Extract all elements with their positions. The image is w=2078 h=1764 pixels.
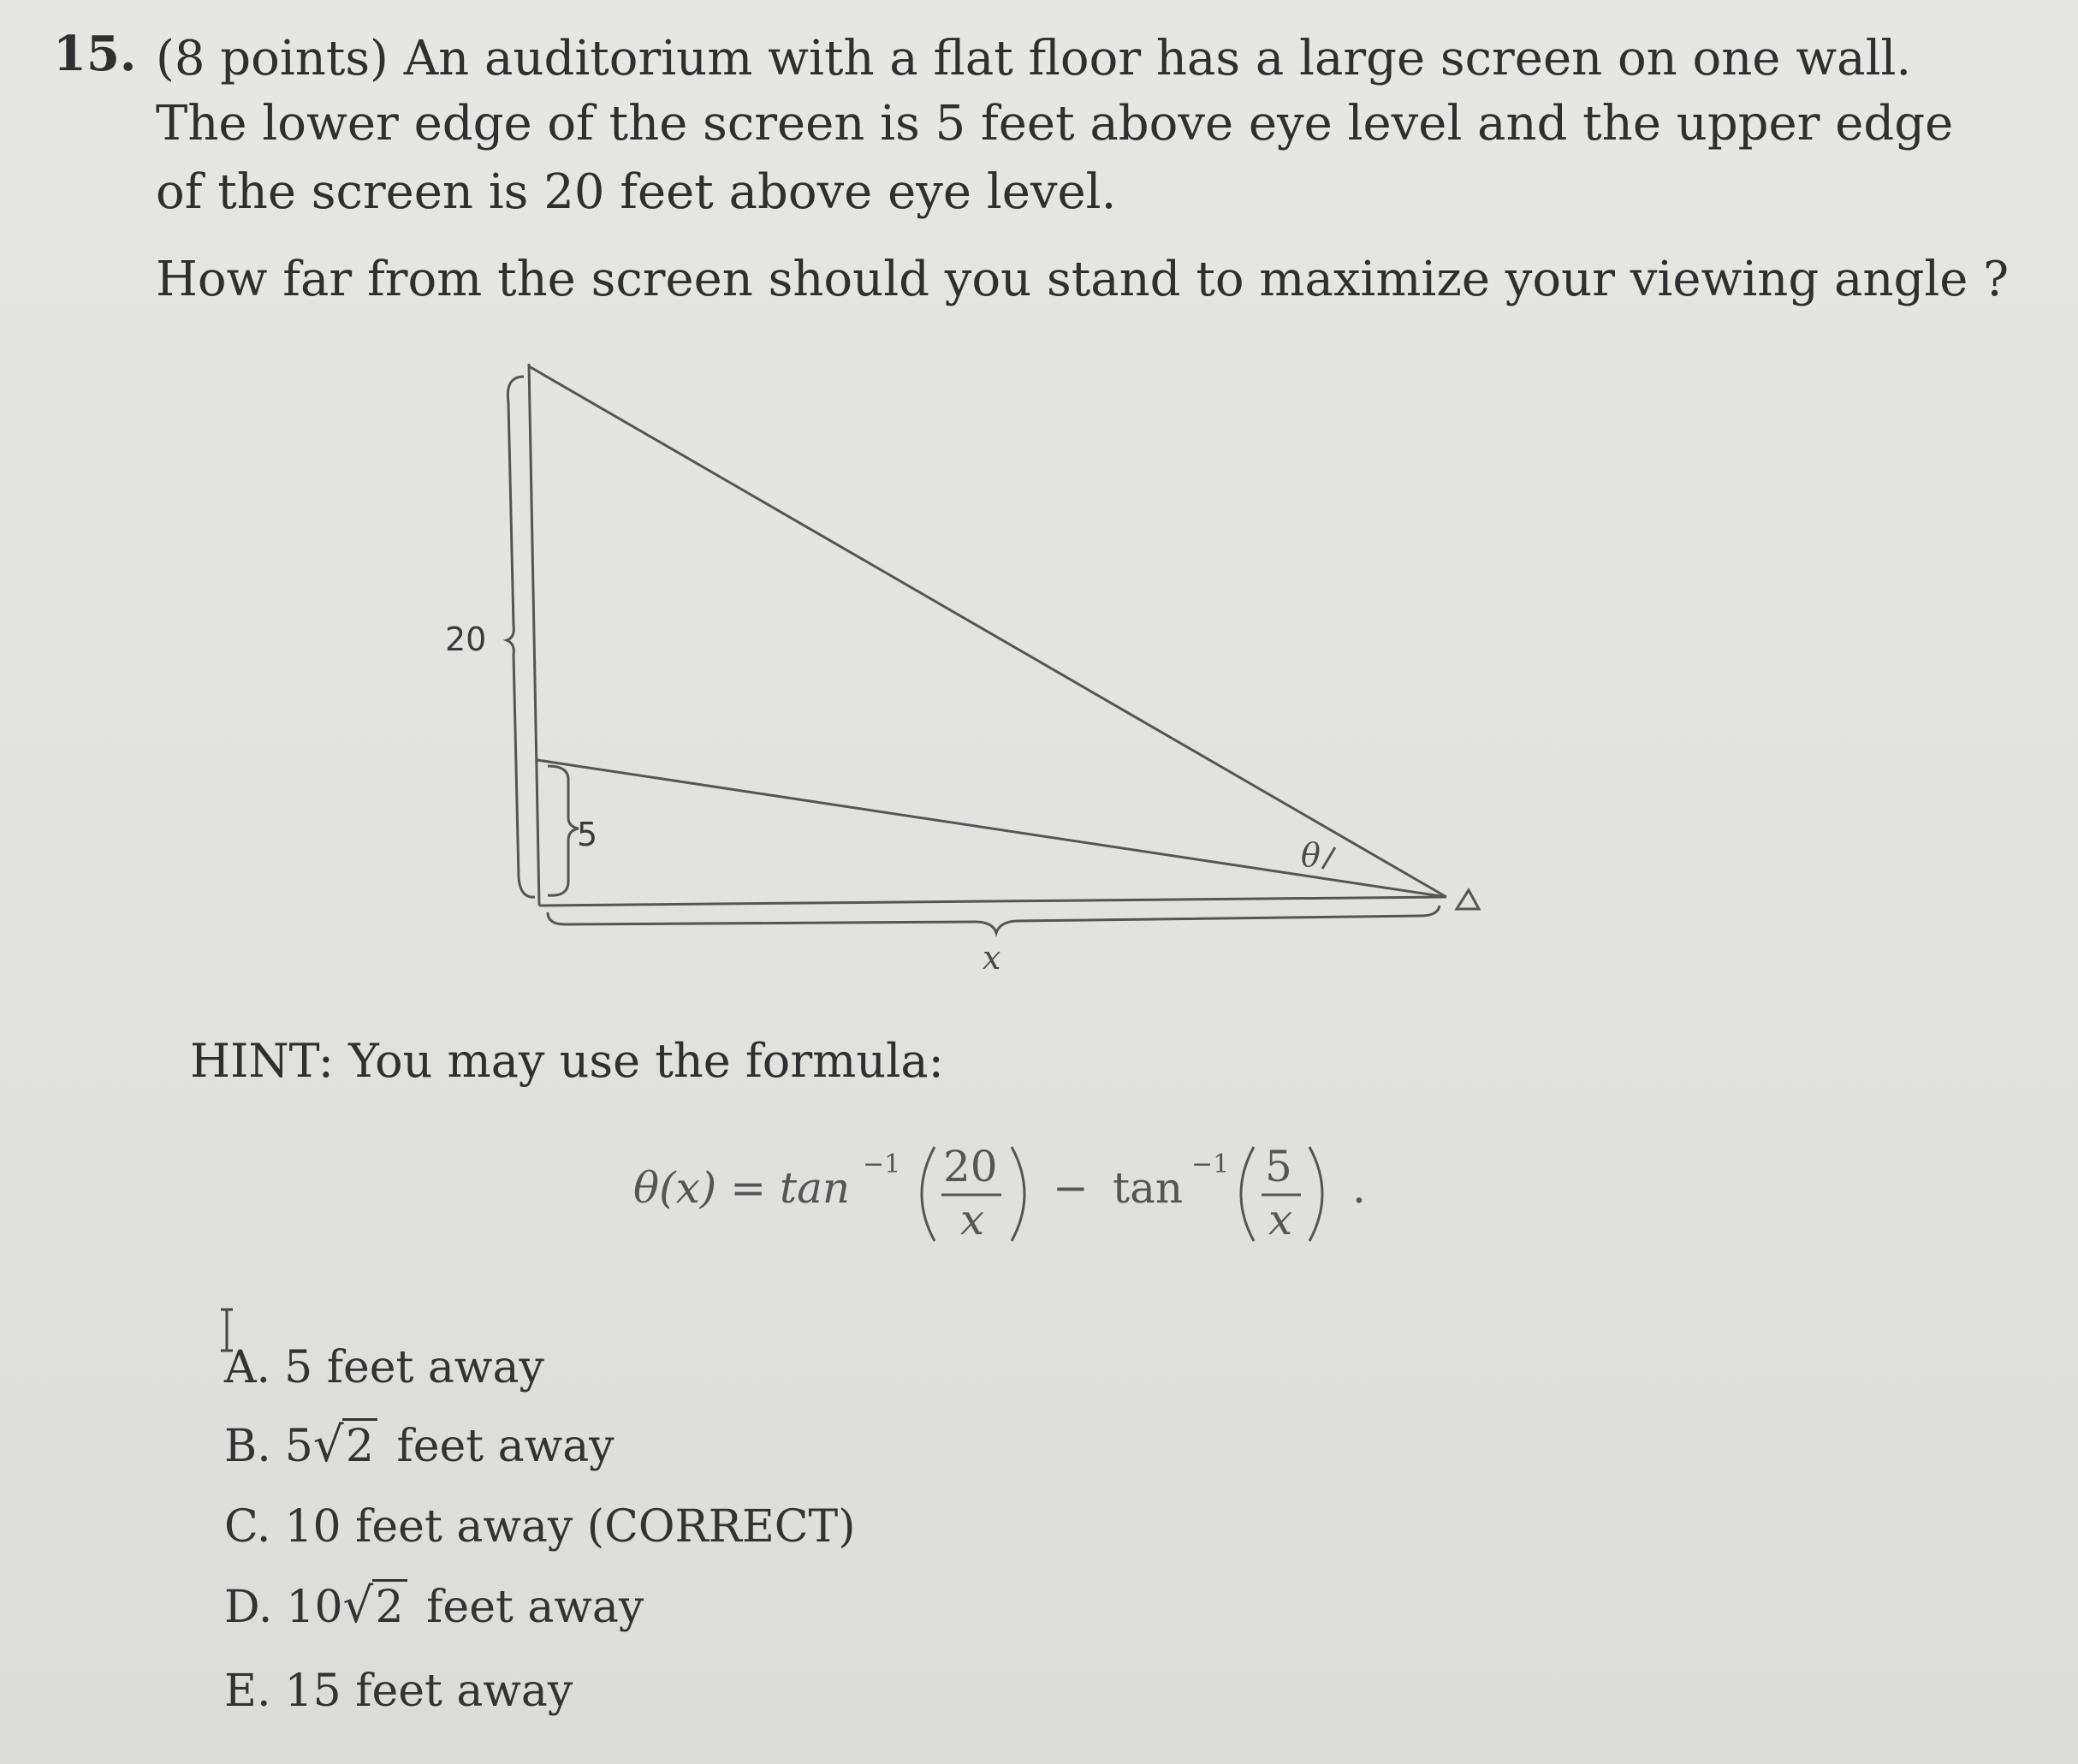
option-a[interactable] xyxy=(224,1342,544,1393)
option-d-sqrt: √ 2 xyxy=(343,1582,407,1633)
paren-left-1 xyxy=(922,1147,935,1241)
option-e-text: 15 feet away xyxy=(284,1666,573,1717)
eye-level-line xyxy=(539,897,1446,906)
question-line-3: of the screen is 20 feet above eye level. xyxy=(156,164,1117,220)
paren-right-2 xyxy=(1309,1147,1322,1241)
screen-wall-line xyxy=(529,364,539,906)
frac2-denominator: x xyxy=(1268,1195,1293,1244)
option-a-text: 5 feet away xyxy=(284,1342,544,1393)
option-d[interactable] xyxy=(224,1578,644,1634)
option-b-radicand: 2 xyxy=(342,1418,377,1472)
upper-sight-line xyxy=(529,366,1446,897)
paren-left-2 xyxy=(1241,1147,1254,1241)
formula-lhs: θ(x) = tan xyxy=(633,1163,851,1213)
paren-right-1 xyxy=(1012,1147,1024,1241)
option-c-text: 10 feet away (CORRECT) xyxy=(284,1501,856,1553)
eye-marker-icon xyxy=(1457,890,1479,909)
formula-tan-2: tan xyxy=(1113,1163,1184,1213)
question-line-1: (8 points) An auditorium with a flat floor has a large screen on one wall. xyxy=(156,31,1912,86)
option-d-radicand: 2 xyxy=(372,1579,407,1633)
formula-exp-2: −1 xyxy=(1191,1149,1230,1179)
brace-5 xyxy=(548,766,579,895)
option-a-letter: A. xyxy=(224,1342,271,1393)
label-x: x xyxy=(983,939,1001,977)
formula-end: . xyxy=(1352,1163,1366,1213)
label-5: 5 xyxy=(577,816,598,853)
option-b-suffix: feet away xyxy=(382,1421,614,1472)
option-b-letter: B. xyxy=(224,1421,271,1472)
frac1-numerator: 20 xyxy=(943,1142,998,1191)
option-c[interactable] xyxy=(224,1501,856,1553)
option-d-coefficient: 10 xyxy=(286,1582,343,1633)
formula-minus: − xyxy=(1053,1163,1089,1213)
hint-text: HINT: You may use the formula: xyxy=(190,1034,944,1088)
option-b-coefficient: 5 xyxy=(284,1421,313,1472)
frac2-numerator: 5 xyxy=(1265,1142,1292,1191)
theta-mark xyxy=(1322,847,1335,869)
brace-x xyxy=(548,906,1440,933)
option-b[interactable] xyxy=(224,1417,614,1473)
option-d-letter: D. xyxy=(224,1582,273,1633)
option-e-letter: E. xyxy=(224,1666,271,1717)
label-20: 20 xyxy=(445,621,487,658)
option-d-suffix: feet away xyxy=(412,1582,644,1633)
formula-exp-1: −1 xyxy=(863,1149,901,1179)
frac1-denominator: x xyxy=(960,1195,985,1244)
question-line-2: The lower edge of the screen is 5 feet above eye level and the upper edge xyxy=(156,96,1954,151)
label-theta: θ xyxy=(1301,836,1321,874)
option-c-letter: C. xyxy=(224,1501,271,1553)
option-b-sqrt: √ 2 xyxy=(313,1421,377,1472)
question-number: 15. xyxy=(53,26,137,82)
lower-sight-line xyxy=(537,760,1446,897)
option-e[interactable] xyxy=(224,1666,573,1717)
question-prompt: How far from the screen should you stand to maximize your viewing angle ? xyxy=(156,252,2010,307)
hint-formula xyxy=(625,1113,1395,1267)
